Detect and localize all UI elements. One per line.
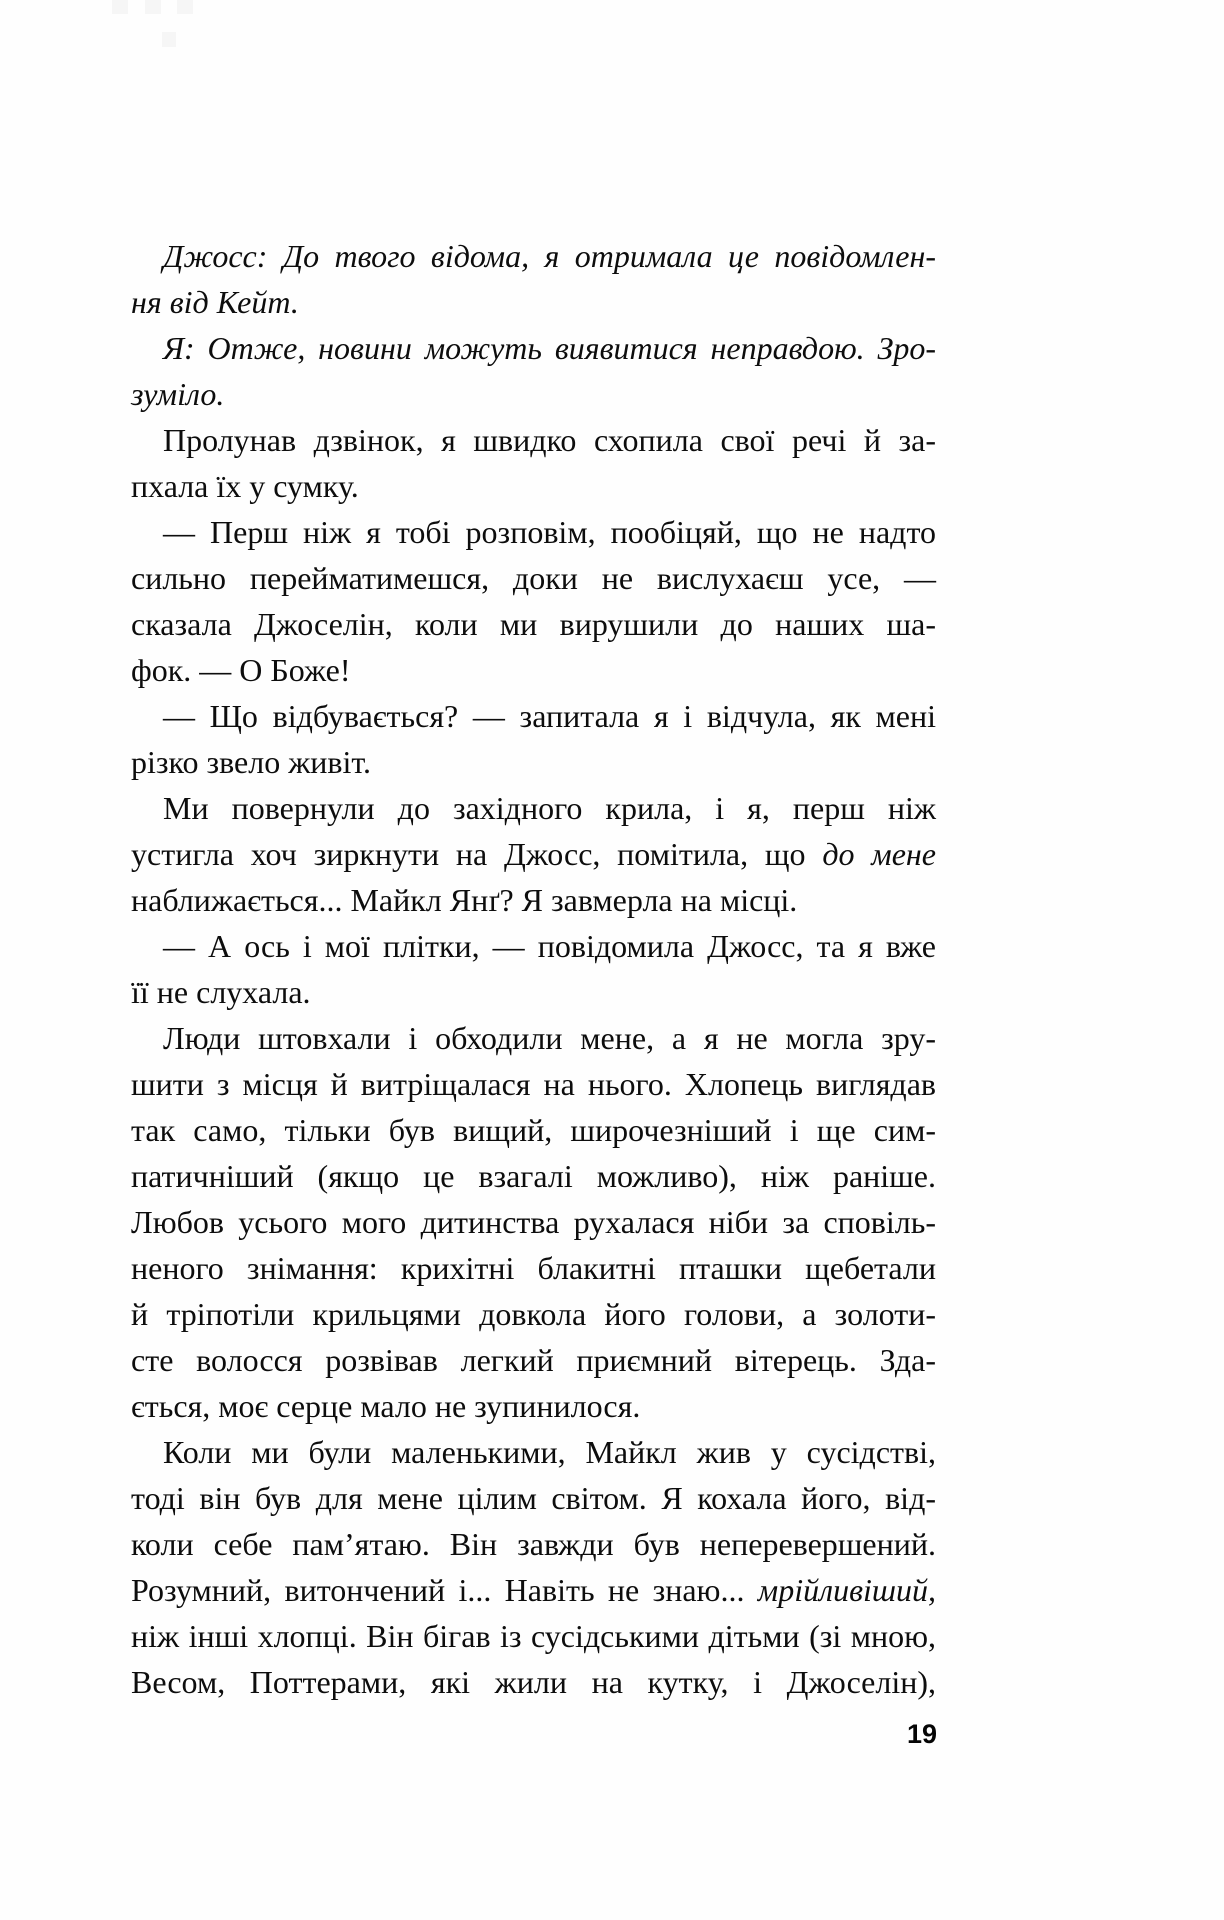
text-segment: її не слухала. [131,974,311,1010]
text-line [131,1475,936,1521]
scan-artifact [177,0,193,14]
text-line [131,601,936,647]
text-segment: — А ось і мої плітки, — повідомила Джосс, та я вже [163,928,936,964]
text-segment: наближається... Майкл Янґ? Я завмерла на місці. [131,882,798,918]
text-line [131,739,936,785]
text-segment: й тріпотіли крильцями довкола його голови, а золоти- [131,1296,936,1332]
text-line [131,969,936,1015]
italic-text-segment: до мене [822,836,937,872]
text-line [131,647,936,693]
text-segment: неного знімання: крихітні блакитні пташки щебетали [131,1250,936,1286]
text-line [131,1291,936,1337]
italic-text-segment: мрійливіший, [757,1572,936,1608]
text-line [131,417,936,463]
page-number: 19 [906,1719,937,1749]
text-segment: фок. — О Боже! [131,652,351,688]
text-line [131,1107,936,1153]
text-segment: сильно перейматимешся, доки не вислухаєш усе, — [131,560,936,596]
text-segment: устигла хоч зиркнути на Джосс, помітила, що [131,836,823,872]
text-line [131,785,936,831]
text-segment: ється, моє серце мало не зупинилося. [131,1388,641,1424]
text-segment: пхала їх у сумку. [131,468,359,504]
text-line [131,1015,936,1061]
text-segment: Люди штовхали і обходили мене, а я не могла зру- [163,1020,936,1056]
scan-artifact [162,32,176,47]
text-segment: шити з місця й витріщалася на нього. Хлопець виглядав [131,1066,936,1102]
text-line [131,233,936,279]
text-line [131,1429,936,1475]
text-segment: тоді він був для мене цілим світом. Я кохала його, від- [131,1480,936,1516]
text-line [131,693,936,739]
text-line [131,325,936,371]
italic-text-segment: зуміло. [131,376,225,412]
text-line [131,1659,936,1705]
italic-text-segment: Джосс: До твого відома, я отримала це повідомлен- [163,238,936,274]
text-segment: сказала Джоселін, коли ми вирушили до наших ша- [131,606,936,642]
text-line [131,1061,936,1107]
text-line [131,1337,936,1383]
text-line [131,1199,936,1245]
text-segment: Любов усього мого дитинства рухалася ніби за сповіль- [131,1204,936,1240]
italic-text-segment: ня від Кейт. [131,284,299,320]
text-segment: Пролунав дзвінок, я швидко схопила свої речі й за- [163,422,936,458]
text-line [131,1613,936,1659]
text-line [131,1521,936,1567]
text-segment: — Що відбувається? — запитала я і відчула, як мені [163,698,936,734]
text-segment: Коли ми були маленькими, Майкл жив у сусідстві, [163,1434,936,1470]
text-segment: різко звело живіт. [131,744,371,780]
text-segment: сте волосся розвівав легкий приємний вітерець. Зда- [131,1342,936,1378]
text-line [131,463,936,509]
text-line [131,1383,936,1429]
text-segment: ніж інші хлопці. Він бігав із сусідськими дітьми (зі мною, [131,1618,936,1654]
text-line [131,555,936,601]
text-line [131,1245,936,1291]
text-line [131,923,936,969]
scan-artifact [145,0,161,14]
text-segment: — Перш ніж я тобі розповім, пообіцяй, що не надто [163,514,936,550]
text-segment: так само, тільки був вищий, широчезніший і ще сим- [131,1112,936,1148]
text-line [131,831,936,877]
text-line [131,279,936,325]
text-line [131,1153,936,1199]
scan-artifact [112,0,128,14]
text-line [131,371,936,417]
text-line [131,1567,936,1613]
text-segment: коли себе пам’ятаю. Він завжди був неперевершений. [131,1526,936,1562]
text-segment: Ми повернули до західного крила, і я, перш ніж [163,790,936,826]
page-text [131,233,936,1705]
italic-text-segment: Я: Отже, новини можуть виявитися неправдою. Зро- [163,330,936,366]
text-segment: Розумний, витончений і... Навіть не знаю... [131,1572,758,1608]
text-line [131,877,936,923]
text-segment: патичніший (якщо це взагалі можливо), ніж раніше. [131,1158,936,1194]
text-segment: Весом, Поттерами, які жили на кутку, і Джоселін), [131,1664,936,1700]
text-line [131,509,936,555]
